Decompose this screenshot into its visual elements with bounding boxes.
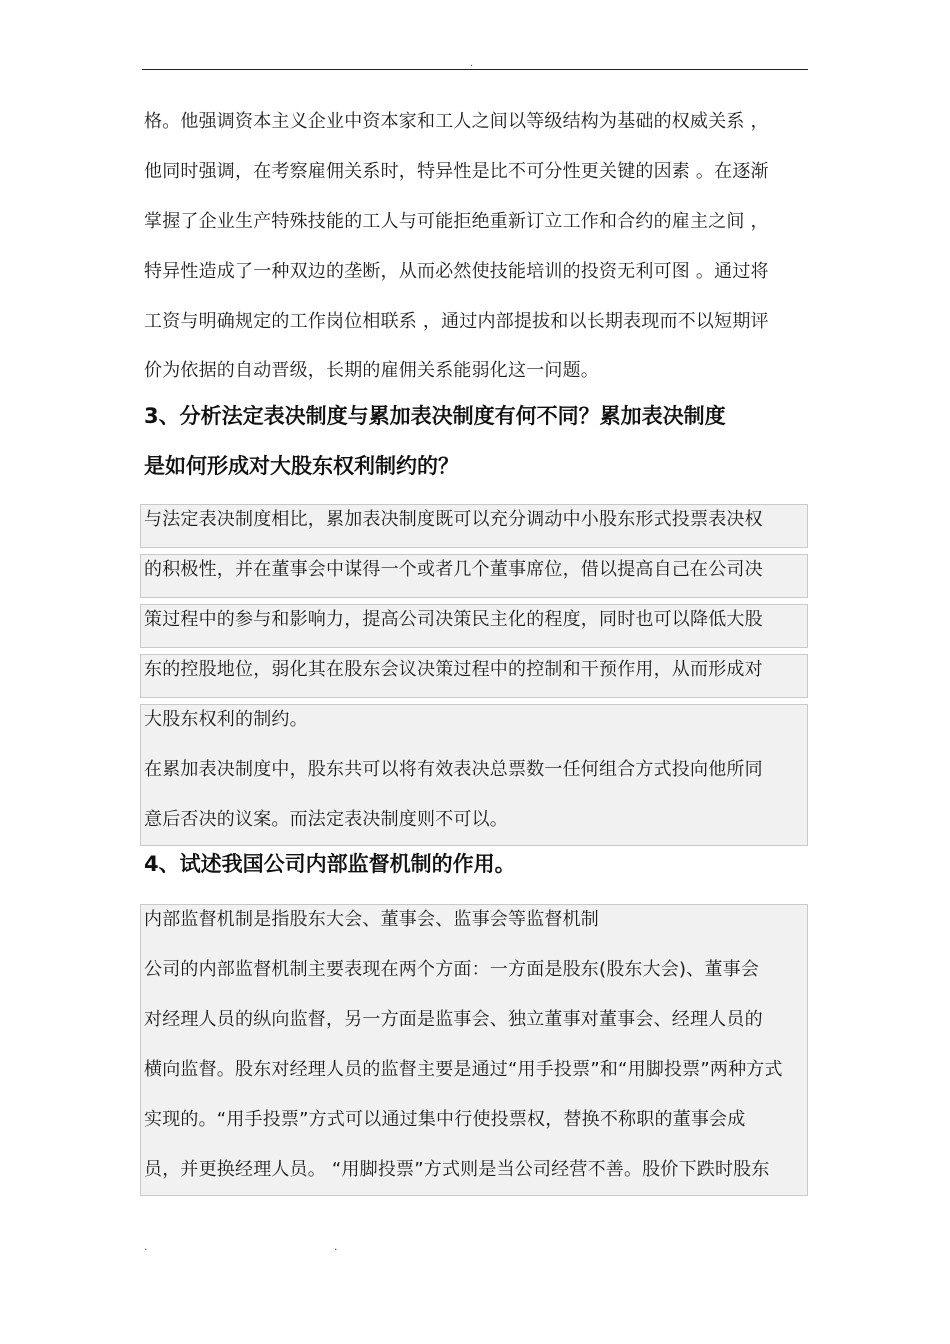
paragraph-line: 格。他强调资本主义企业中资本家和工人之间以等级结构为基础的权威关系 ， (144, 111, 769, 132)
header-mark: . (470, 58, 474, 69)
footer-mark-left: . (144, 1240, 148, 1253)
answer-line: 与法定表决制度相比，累加表决制度既可以充分调动中小股东形式投票表决权 (144, 509, 763, 530)
answer-line: 策过程中的参与和影响力，提高公司决策民主化的程度，同时也可以降低大股 (144, 609, 763, 630)
answer-line: 内部监督机制是指股东大会、董事会、监事会等监督机制 (144, 909, 599, 930)
question-4-heading: 4、试述我国公司内部监督机制的作用。 (144, 852, 516, 876)
answer-line: 东的控股地位，弱化其在股东会议决策过程中的控制和干预作用，从而形成对 (144, 659, 763, 680)
answer-highlight (140, 904, 808, 1196)
answer-line: 在累加表决制度中，股东共可以将有效表决总票数一任何组合方式投向他所同 (144, 759, 763, 780)
answer-line: 大股东权利的制约。 (144, 709, 308, 730)
question-3-heading-line-1: 3、分析法定表决制度与累加表决制度有何不同？累加表决制度 (144, 404, 726, 428)
answer-line: 公司的内部监督机制主要表现在两个方面：一方面是股东(股东大会)、董事会 (144, 959, 760, 980)
question-3-heading-line-2: 是如何形成对大股东权利制约的？ (144, 454, 459, 478)
paragraph-line: 工资与明确规定的工作岗位相联系 ，通过内部提拔和以长期表现而不以短期评 (144, 311, 769, 332)
answer-line: 的积极性，并在董事会中谋得一个或者几个董事席位，借以提高自己在公司决 (144, 559, 763, 580)
answer-line: 实现的。“用手投票”方式可以通过集中行使投票权，替换不称职的董事会成 (144, 1109, 746, 1130)
paragraph-line: 特异性造成了一种双边的垄断，从而必然使技能培训的投资无利可图 。通过将 (144, 261, 769, 282)
answer-line: 对经理人员的纵向监督，另一方面是监事会、独立董事对董事会、经理人员的 (144, 1009, 763, 1030)
paragraph-line: 价为依据的自动晋级，长期的雇佣关系能弱化这一问题。 (144, 360, 599, 381)
footer-mark-right: . (334, 1240, 338, 1253)
header-rule (142, 69, 808, 70)
answer-line: 员，并更换经理人员。 “用脚投票”方式则是当公司经营不善。股价下跌时股东 (144, 1159, 770, 1180)
answer-line: 意后否决的议案。而法定表决制度则不可以。 (144, 809, 508, 830)
paragraph-line: 他同时强调，在考察雇佣关系时，特异性是比不可分性更关键的因素 。在逐渐 (144, 161, 769, 182)
paragraph-line: 掌握了企业生产特殊技能的工人与可能拒绝重新订立工作和合约的雇主之间 ， (144, 211, 769, 232)
answer-line: 横向监督。股东对经理人员的监督主要是通过“用手投票”和“用脚投票”两种方式 (144, 1059, 783, 1080)
